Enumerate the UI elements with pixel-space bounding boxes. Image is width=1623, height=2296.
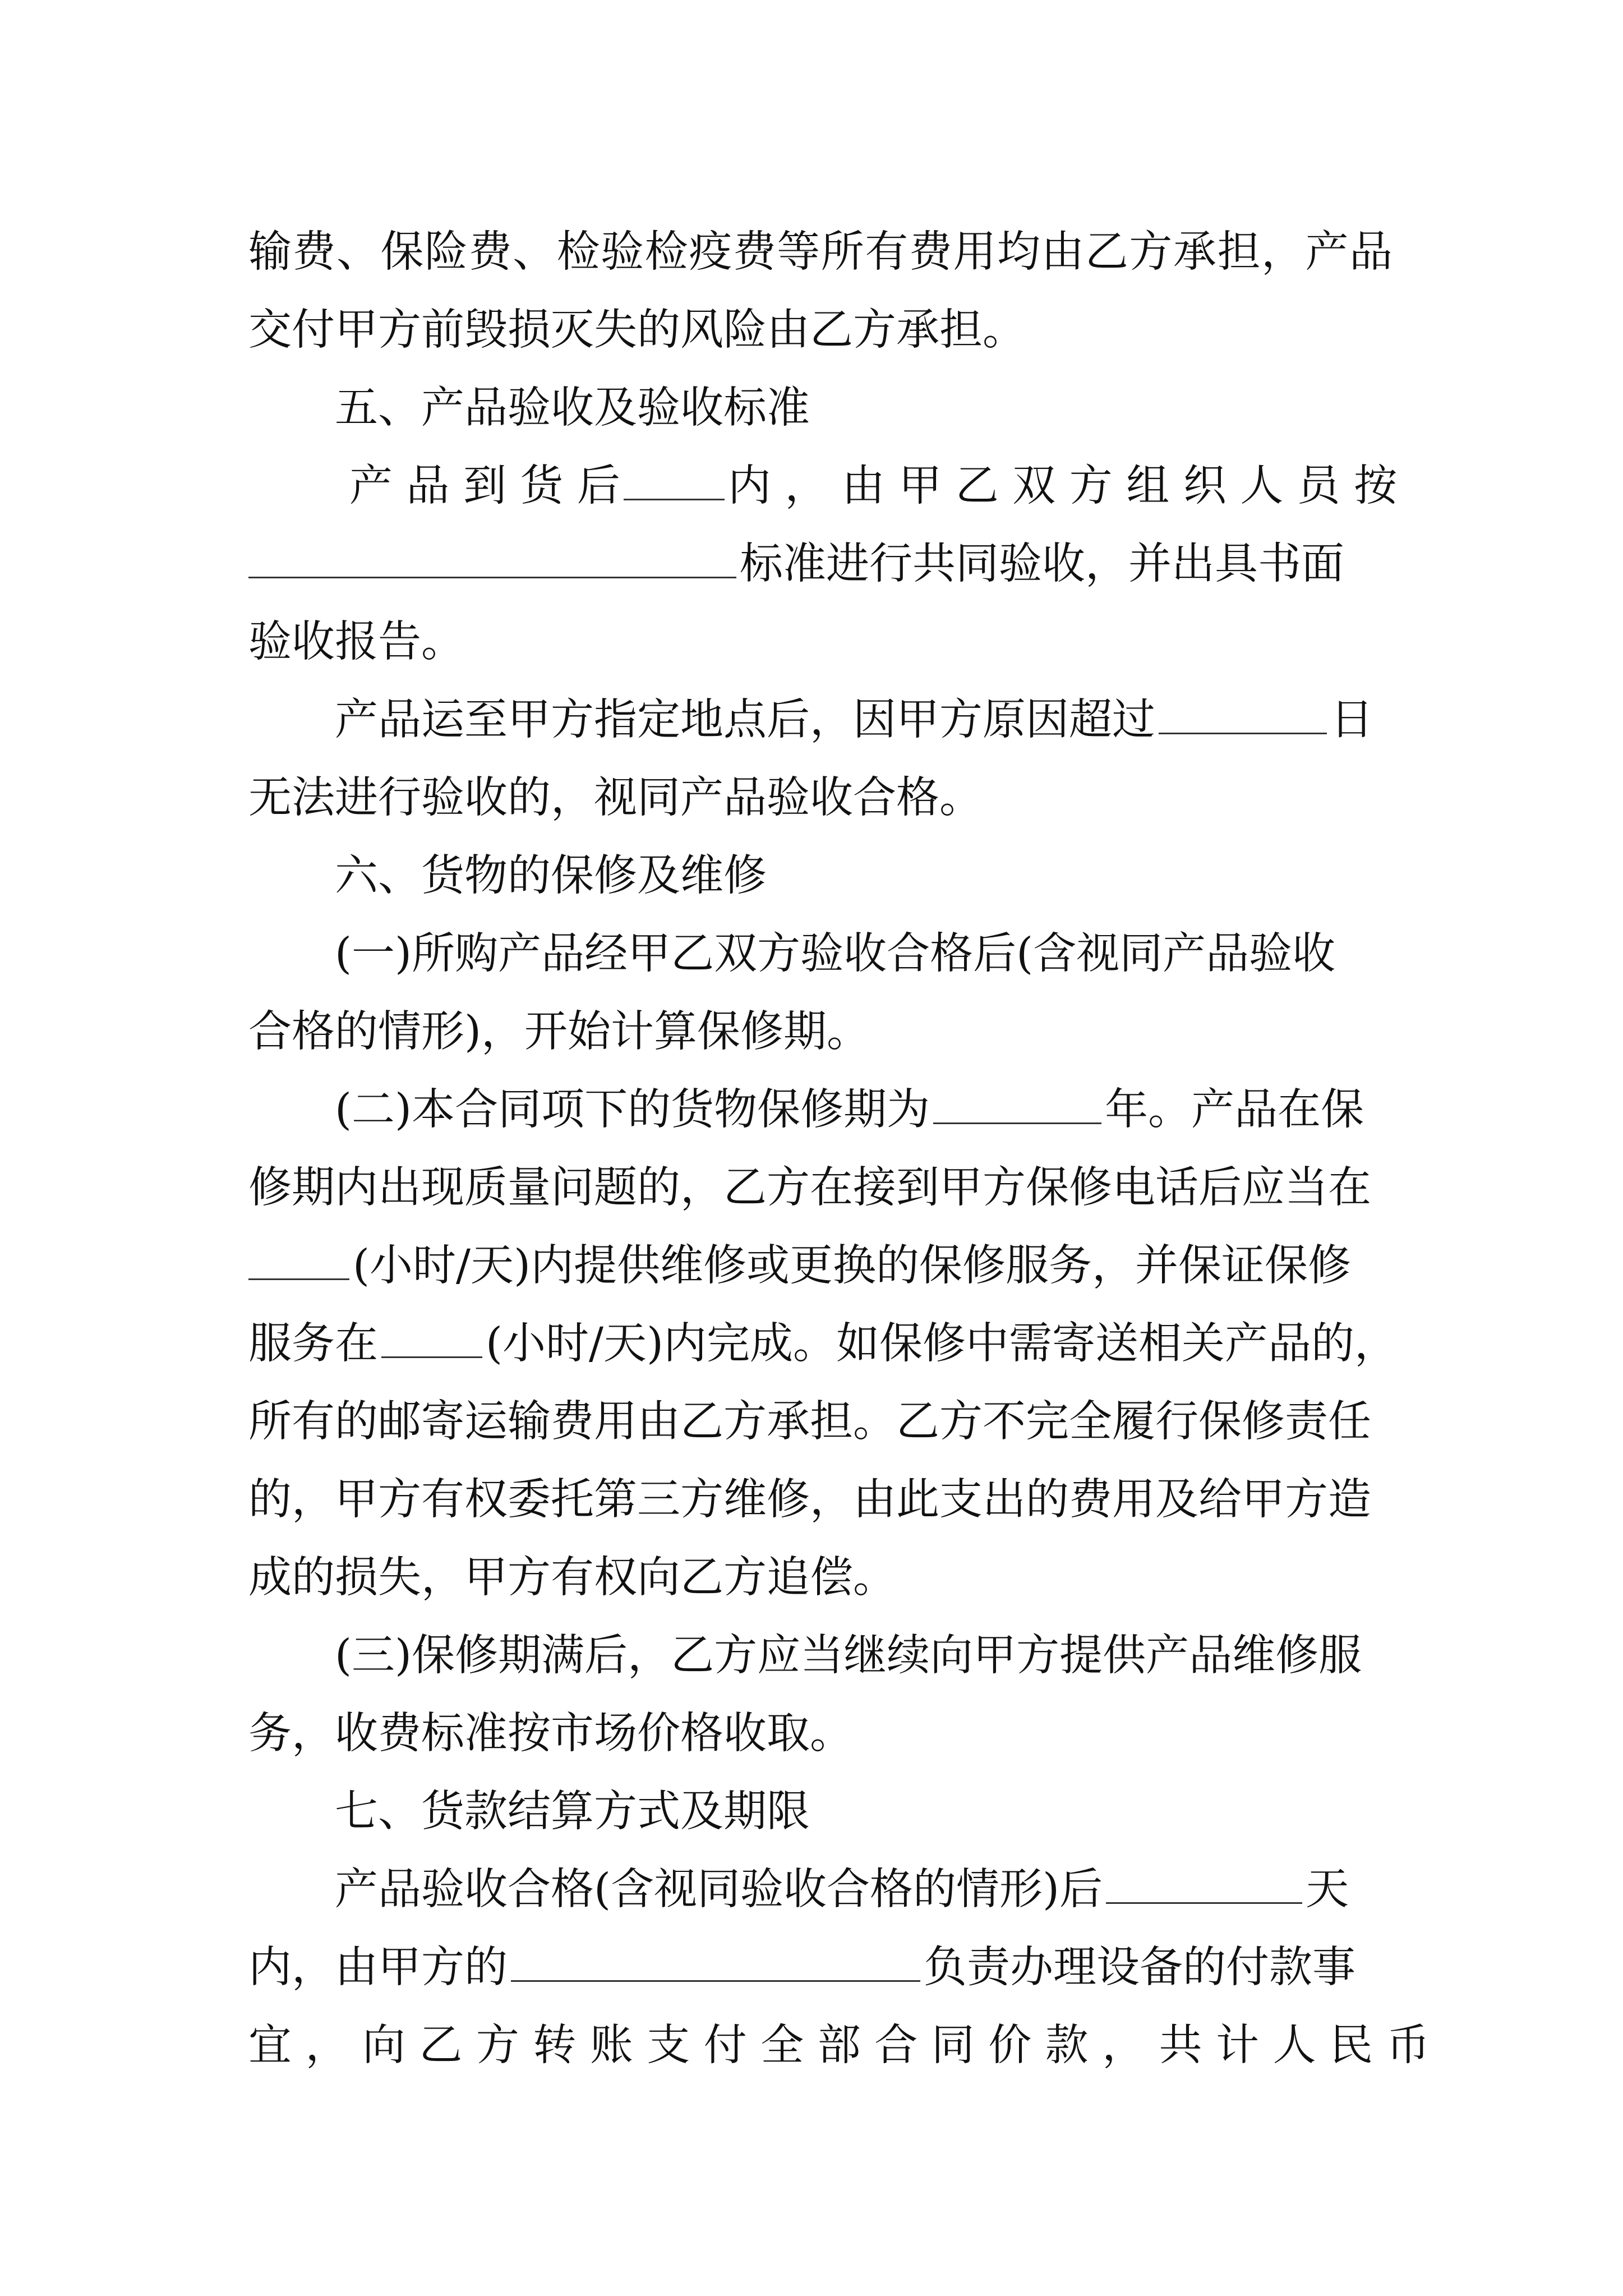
heading-text: 七、货款结算方式及期限 (335, 1787, 810, 1837)
line-text: 产品运至甲方指定地点后，因甲方原因超过 (335, 695, 1155, 745)
section-heading-7 (248, 1773, 1393, 1851)
line-text: (小时/天)内提供维修或更换的保修服务，并保证保修 (353, 1241, 1352, 1291)
section-heading-6 (248, 837, 1393, 915)
heading-text: 五、产品验收及验收标准 (335, 383, 810, 433)
line-text: 标准进行共同验收，并出具书面 (740, 539, 1344, 589)
text-line (248, 525, 1393, 603)
text-line (248, 681, 1393, 759)
line-text: 内，由甲方的 (248, 1943, 508, 1993)
line-text: (二)本合同项下的货物保修期为 (335, 1085, 930, 1135)
blank-underline (1159, 694, 1327, 734)
line-text: 务，收费标准按市场价格收取。 (248, 1709, 853, 1759)
line-text: 产 品 到 货 后 (349, 461, 620, 511)
line-text: 无法进行验收的，视同产品验收合格。 (248, 773, 983, 823)
line-text: 验收报告。 (248, 617, 464, 667)
text-line (248, 1227, 1393, 1305)
text-line (248, 1851, 1393, 1929)
line-text: 内 ， 由 甲 乙 双 方 组 织 人 员 按 (727, 461, 1398, 511)
text-line (248, 915, 1393, 993)
text-line (248, 213, 1393, 291)
line-text: 的，甲方有权委托第三方维修，由此支出的费用及给甲方造 (248, 1475, 1371, 1525)
blank-underline (511, 1941, 920, 1982)
line-text: 交付甲方前毁损灭失的风险由乙方承担。 (248, 305, 1026, 355)
line-text: 合格的情形)，开始计算保修期。 (248, 1007, 870, 1057)
text-line (248, 759, 1393, 837)
text-line (248, 603, 1393, 681)
text-line (248, 1383, 1393, 1461)
line-text: 负责办理设备的付款事 (924, 1943, 1355, 1993)
text-line (248, 1071, 1393, 1149)
blank-underline (624, 460, 725, 500)
line-text: 日 (1330, 695, 1373, 745)
text-line (248, 291, 1393, 369)
line-text: 输费、保险费、检验检疫费等所有费用均由乙方承担，产品 (248, 227, 1393, 277)
blank-underline (1106, 1864, 1302, 1904)
text-line (248, 1929, 1393, 2007)
line-text: 年。产品在保 (1105, 1085, 1364, 1135)
line-text: 所有的邮寄运输费用由乙方承担。乙方不完全履行保修责任 (248, 1397, 1371, 1447)
blank-underline (933, 1084, 1101, 1124)
text-line (248, 1305, 1398, 1383)
line-text: 成的损失，甲方有权向乙方追偿。 (248, 1553, 896, 1603)
line-text: 天 (1306, 1865, 1349, 1915)
document-page (248, 213, 1430, 2085)
blank-underline (381, 1318, 482, 1358)
line-text: 修期内出现质量问题的，乙方在接到甲方保修电话后应当在 (248, 1163, 1371, 1213)
line-text: (一)所购产品经甲乙双方验收合格后(含视同产品验收 (335, 929, 1336, 979)
heading-text: 六、货物的保修及维修 (335, 851, 767, 901)
line-text: (小时/天)内完成。如保修中需寄送相关产品的， (486, 1319, 1398, 1369)
text-line (248, 1539, 1393, 1617)
text-line (248, 1149, 1393, 1227)
line-text: (三)保修期满后，乙方应当继续向甲方提供产品维修服 (335, 1631, 1362, 1681)
text-line (248, 2007, 1430, 2085)
line-text: 产品验收合格(含视同验收合格的情形)后 (335, 1865, 1103, 1915)
text-line (248, 993, 1393, 1071)
blank-underline (248, 1240, 349, 1280)
line-text: 宜 ， 向 乙 方 转 账 支 付 全 部 合 同 价 款 ， 共 计 人 民 币 (248, 2021, 1430, 2070)
text-line (248, 1461, 1393, 1539)
text-line (248, 447, 1398, 525)
text-line (248, 1695, 1393, 1773)
section-heading-5 (248, 369, 1393, 447)
blank-underline (248, 538, 736, 578)
line-text: 服务在 (248, 1319, 378, 1369)
text-line (248, 1617, 1393, 1695)
